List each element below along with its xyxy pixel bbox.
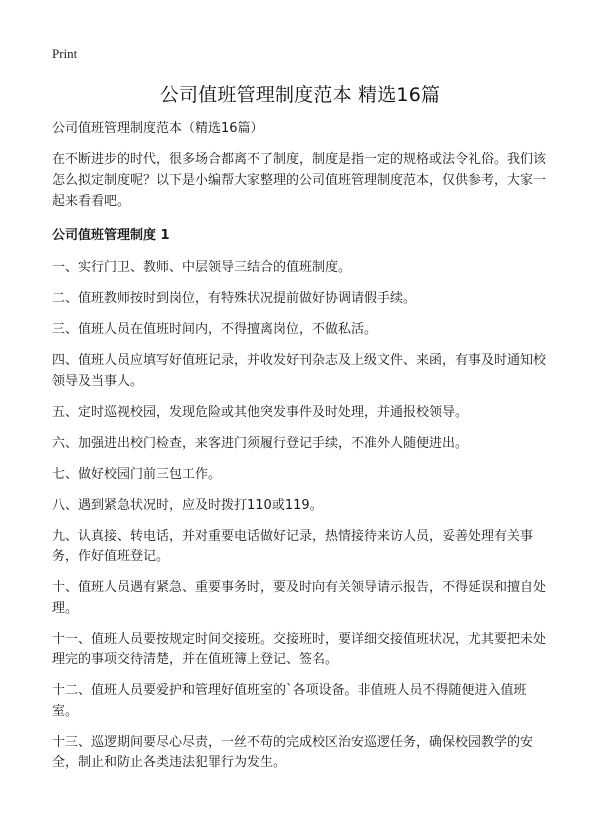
rule-item-1: 一、实行门卫、教师、中层领导三结合的值班制度。	[52, 260, 352, 275]
intro-paragraph: 在不断进步的时代，很多场合都离不了制度，制度是指一定的规格或法令礼俗。我们该怎么拟定制度呢？以下是小编帮大家整理的公司值班管理制度范本，仅供参考，大家一起来看看吧。	[52, 152, 547, 209]
rule-item-9: 九、认真接、转电话，并对重要电话做好记录，热情接待来访人员，妥善处理有关事务，作好值班登记。	[52, 528, 534, 564]
rule-item-11: 十一、值班人员要按规定时间交接班。交接班时，要详细交接值班状况，尤其要把未处理完的事项交待清楚，并在值班簿上登记、签名。	[52, 631, 547, 667]
document-body	[52, 119, 552, 784]
document-title: 公司值班管理制度范本 精选16篇	[159, 84, 441, 106]
rule-item-10: 十、值班人员遇有紧急、重要事务时，要及时向有关领导请示报告，不得延误和擅自处理。	[52, 580, 547, 616]
rule-item-8: 八、遇到紧急状况时，应及时拨打110或119。	[52, 497, 323, 513]
document-subtitle: 公司值班管理制度范本（精选16篇）	[52, 121, 264, 136]
rule-item-6: 六、加强进出校门检查，来客进门须履行登记手续，不准外人随便进出。	[52, 435, 469, 451]
rule-item-3: 三、值班人员在值班时间内，不得擅离岗位，不做私活。	[52, 322, 378, 337]
print-label: Print	[52, 46, 78, 61]
rule-item-4: 四、值班人员应填写好值班记录，并收发好刊杂志及上级文件、来函，有事及时通知校领导及当事人。	[52, 353, 547, 389]
rule-item-2: 二、值班教师按时到岗位，有特殊状况提前做好协调请假手续。	[52, 291, 417, 306]
rule-item-5: 五、定时巡视校园，发现危险或其他突发事件及时处理，并通报校领导。	[52, 404, 469, 420]
section-heading: 公司值班管理制度 1	[52, 228, 170, 243]
rule-item-7: 七、做好校园门前三包工作。	[52, 466, 222, 482]
rule-item-12: 十二、值班人员要爱护和管理好值班室的`各项设备。非值班人员不得随便进入值班室。	[52, 683, 527, 719]
rule-item-13: 十三、巡逻期间要尽心尽责，一丝不苟的完成校区治安巡逻任务，确保校园教学的安全，制止和防止各类违法犯罪行为发生。	[52, 734, 534, 770]
